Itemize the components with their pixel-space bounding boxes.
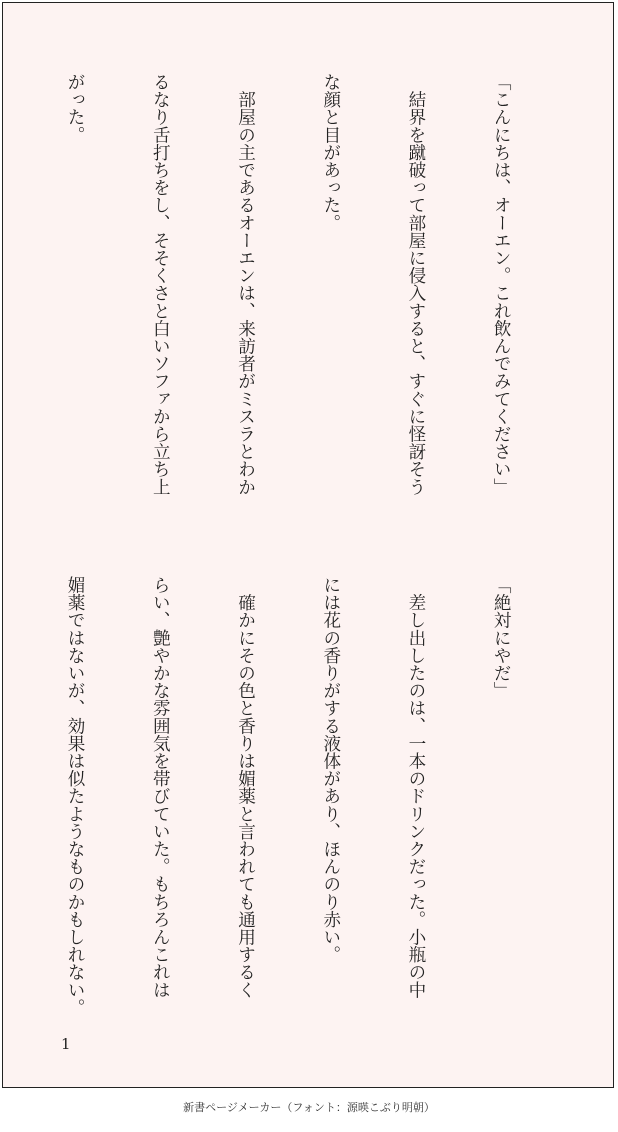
text-line: 「絶対にやだ」 — [491, 576, 512, 700]
text-line: 確かにその色と香りは媚薬と言われても通用するく — [235, 576, 256, 999]
footer-credit: 新書ページメーカー（フォント：源暎こぶり明朝） — [183, 1101, 435, 1114]
text-line: らい、艶やかな雰囲気を帯びていた。もちろんこれは — [150, 576, 171, 999]
page-number: 1 — [61, 1035, 71, 1053]
text-line — [0, 73, 4, 528]
text-line: には花の香りがする液体があり、ほんのり赤い。 — [320, 576, 341, 964]
upper-text-block — [0, 73, 572, 528]
text-line: 媚薬ではないが、効果は似たようなものかもしれない。 — [65, 576, 86, 1016]
text-line: 結界を蹴破って部屋に侵入すると、すぐに怪訝そう — [405, 73, 426, 496]
text-line: な顔と目があった。 — [320, 73, 341, 232]
text-line: るなり舌打ちをし、そそくさと白いソファから立ち上 — [150, 73, 171, 496]
text-line: 差し出したのは、一本のドリンクだった。小瓶の中 — [405, 576, 426, 999]
text-line: がった。 — [65, 73, 86, 144]
text-line: 「こんにちは、オーエン。これ飲んでみてください」 — [491, 73, 512, 496]
manuscript-page — [2, 2, 614, 1088]
lower-text-block — [0, 576, 572, 1031]
text-line — [0, 576, 4, 1031]
text-line: 部屋の主であるオーエンは、来訪者がミスラとわか — [235, 73, 256, 496]
